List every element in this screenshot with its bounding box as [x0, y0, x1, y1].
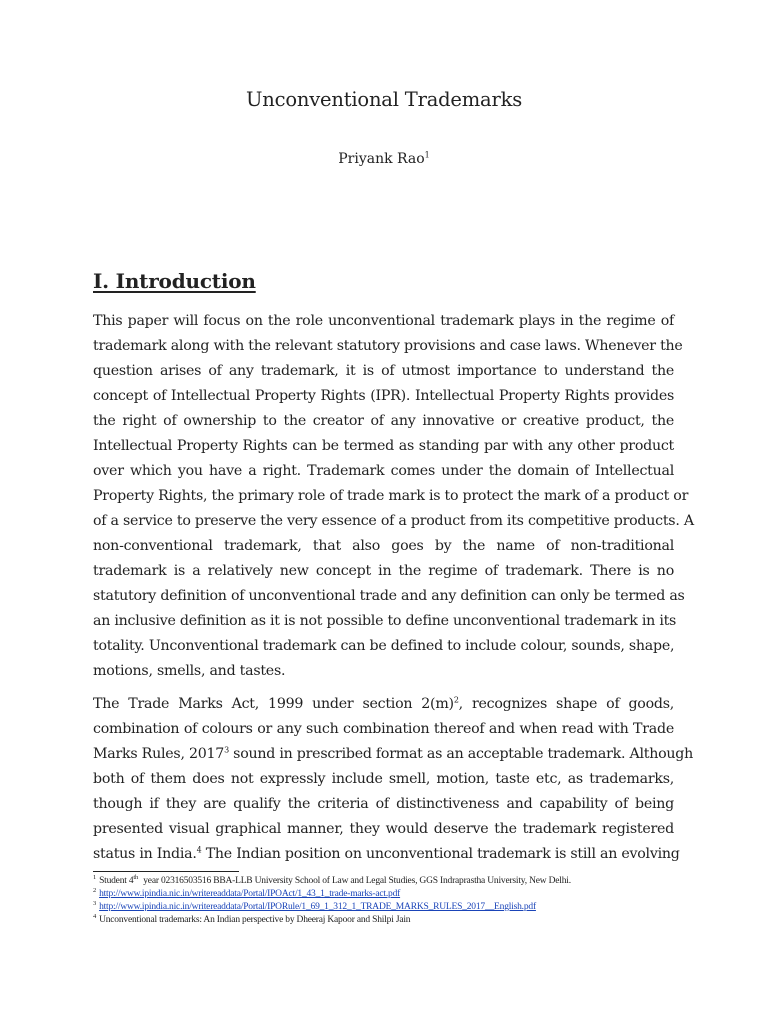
paragraph-line: totality. Unconventional trademark can be defined to include colour, sounds, shape,: [93, 638, 675, 654]
footnote-ref-4[interactable]: 4: [196, 845, 202, 855]
paragraph-line: trademark is a relatively new concept in the regime of trademark. There is no: [93, 563, 674, 579]
footnote-4: [93, 914, 693, 927]
footnote-number: 3: [93, 899, 97, 907]
line-text: Marks Rules, 2017: [93, 746, 225, 762]
footnote-ref-2[interactable]: 2: [453, 695, 459, 705]
paragraph-line: concept of Intellectual Property Rights (IPR). Intellectual Property Rights provides: [93, 388, 674, 404]
introduction-paragraph-2: [93, 692, 693, 867]
paragraph-line: statutory definition of unconventional trade and any definition can only be termed as: [93, 588, 685, 604]
paragraph-line: This paper will focus on the role unconventional trademark plays in the regime of: [93, 313, 674, 329]
footnote-link[interactable]: http://www.ipindia.nic.in/writereaddata/Portal/IPORule/1_69_1_312_1_TRADE_MARKS_RULES_2017__English.pdf: [99, 902, 536, 912]
paragraph-line: non-conventional trademark, that also goes by the name of non-traditional: [93, 538, 674, 554]
footnote-text: Unconventional trademarks: An Indian perspective by Dheeraj Kapoor and Shilpi Jain: [99, 915, 411, 925]
introduction-paragraph-1: [93, 309, 694, 684]
footnote-number: 4: [93, 912, 97, 920]
paragraph-line: combination of colours or any such combination thereof and when read with Trade: [93, 721, 674, 737]
footnote-ref-3[interactable]: 3: [224, 745, 229, 755]
author-name: Priyank Rao: [338, 151, 425, 167]
footnotes: [93, 875, 693, 927]
footnote-number: 1: [93, 873, 97, 881]
paragraph-line: presented visual graphical manner, they would deserve the trademark registered: [93, 821, 674, 837]
paragraph-line: the right of ownership to the creator of any innovative or creative product, the: [93, 413, 674, 429]
footnote-number: 2: [93, 886, 97, 894]
footnote-divider: [93, 871, 239, 872]
line-text: , recognizes shape of goods,: [458, 696, 675, 712]
paragraph-line: over which you have a right. Trademark comes under the domain of Intellectual: [93, 463, 674, 479]
paragraph-line: an inclusive definition as it is not possible to define unconventional trademark in its: [93, 613, 677, 629]
author-line: [0, 151, 768, 167]
paragraph-line: trademark along with the relevant statutory provisions and case laws. Whenever the: [93, 338, 683, 354]
ordinal-suffix: th: [133, 873, 139, 881]
paragraph-line: Property Rights, the primary role of trade mark is to protect the mark of a product or: [93, 488, 689, 504]
paragraph-line: of a service to preserve the very essence of a product from its competitive products. A: [93, 513, 694, 529]
paragraph-line: [93, 842, 680, 867]
footnote-2: [93, 888, 693, 901]
paragraph-line: Intellectual Property Rights can be termed as standing par with any other product: [93, 438, 674, 454]
paragraph-line: motions, smells, and tastes.: [93, 663, 286, 679]
paragraph-line: question arises of any trademark, it is of utmost importance to understand the: [93, 363, 674, 379]
paragraph-line: [93, 742, 693, 767]
paragraph-line: though if they are qualify the criteria of distinctiveness and capability of being: [93, 796, 674, 812]
line-text: The Indian position on unconventional trademark is still an evolving: [201, 846, 680, 862]
line-text: The Trade Marks Act, 1999 under section 2(m): [93, 696, 454, 712]
document-title: Unconventional Trademarks: [246, 88, 522, 111]
footnote-text: Student 4: [99, 876, 134, 886]
footnote-1: [93, 875, 693, 888]
paragraph-line: [93, 692, 674, 717]
paragraph-line: both of them does not expressly include smell, motion, taste etc, as trademarks,: [93, 771, 674, 787]
footnote-link[interactable]: http://www.ipindia.nic.in/writereaddata/Portal/IPOAct/1_43_1_trade-marks-act.pdf: [99, 889, 401, 899]
author-footnote-mark[interactable]: 1: [424, 150, 430, 160]
section-heading-introduction: I. Introduction: [93, 269, 256, 293]
footnote-text: year 02316503516 BBA-LLB University School of Law and Legal Studies, GGS Indraprastha University, New Delhi.: [141, 876, 571, 886]
line-text: status in India.: [93, 846, 197, 862]
footnote-3: [93, 901, 693, 914]
line-text: sound in prescribed format as an acceptable trademark. Although: [228, 746, 693, 762]
